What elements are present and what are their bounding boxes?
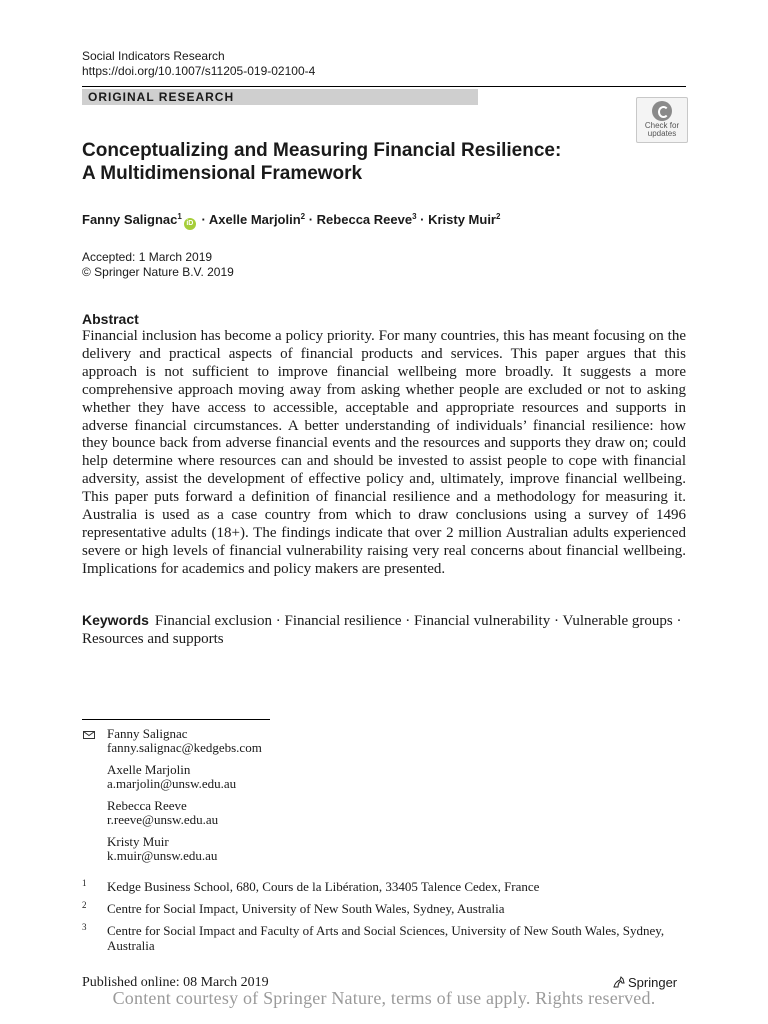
affiliation-text: Kedge Business School, 680, Cours de la Libération, 33405 Talence Cedex, France: [107, 879, 540, 894]
author-list: [82, 208, 500, 230]
header-rule: [82, 86, 686, 87]
affiliation-number: 3: [82, 922, 87, 932]
publisher-name: Springer: [628, 975, 678, 990]
check-updates-icon: [652, 101, 672, 121]
author-separator: ·: [416, 212, 429, 227]
contact-name: Fanny Salignac: [107, 726, 188, 741]
courtesy-watermark: Content courtesy of Springer Nature, terms of use apply. Rights reserved.: [112, 988, 656, 1008]
article-title: [82, 139, 622, 185]
affiliation-number: 2: [82, 900, 87, 910]
copyright-notice: © Springer Nature B.V. 2019: [82, 265, 234, 279]
author-name[interactable]: Kristy Muir: [428, 212, 496, 227]
badge-line-1: Check for: [644, 121, 680, 130]
contact-name: Kristy Muir: [107, 834, 169, 849]
author-affil-number: 1: [177, 212, 182, 221]
keywords-text: Financial exclusion · Financial resilience · Financial vulnerability · Vulnerable groups · Resources and supports: [82, 613, 682, 647]
badge-line-2: updates: [647, 129, 677, 138]
author-separator: ·: [197, 212, 209, 227]
affiliation-text: Centre for Social Impact and Faculty of Arts and Social Sciences, University of New South Wales, Sydney, Australia: [107, 923, 665, 953]
contact-email[interactable]: a.marjolin@unsw.edu.au: [107, 776, 237, 791]
contact-email[interactable]: k.muir@unsw.edu.au: [107, 848, 218, 863]
title-line-2: A Multidimensional Framework: [82, 163, 363, 184]
contact-entry: [107, 727, 262, 755]
contact-email[interactable]: fanny.salignac@kedgebs.com: [107, 740, 262, 755]
contact-entry: [107, 763, 236, 791]
keywords-label: Keywords: [82, 612, 149, 628]
affiliation: [82, 923, 682, 953]
check-for-updates-badge[interactable]: [636, 97, 688, 143]
author-affil-number: 2: [300, 212, 306, 221]
contact-entry: [107, 799, 218, 827]
footnote-rule: [82, 719, 270, 720]
affiliation-text: Centre for Social Impact, University of New South Wales, Sydney, Australia: [107, 901, 505, 916]
journal-name: Social Indicators Research: [82, 49, 225, 63]
contact-name: Axelle Marjolin: [107, 762, 191, 777]
author-separator: ·: [305, 212, 317, 227]
abstract-heading: Abstract: [82, 311, 139, 327]
contact-entry: [107, 835, 217, 863]
affiliation: [82, 879, 682, 894]
article-dates: [82, 250, 234, 280]
section-label: ORIGINAL RESEARCH: [88, 90, 235, 104]
author-affil-number: 3: [412, 212, 417, 221]
accepted-date: Accepted: 1 March 2019: [82, 250, 213, 264]
title-line-1: Conceptualizing and Measuring Financial Resilience:: [82, 140, 562, 161]
abstract-text: Financial inclusion has become a policy priority. For many countries, this has meant focusing on the delivery and practical aspects of financial products and services. This paper argues that this approach is not sufficient to improve financial wellbeing more broadly. It suggests a more comprehensive approach moving away from asking whether people are excluded or not to asking whether they have access to accessible, acceptable and appropriate resources and supports in adverse financial circumstances. A better understanding of individuals’ financial resilience: how they bounce back from adverse financial events and the resources and supports they draw on; could help determine where resources can and should be invested to assist people to cope with financial adversity, assist the development of effective policy and, ultimately, improve financial wellbeing. This paper puts forward a definition of financial resilience and a methodology for measuring it. Australia is used as a case country from which to draw conclusions using a survey of 1496 representative adults (18+). The findings indicate that over 2 million Australian adults experienced severe or high levels of financial vulnerability raising very real concerns about financial wellbeing. Implications for academics and policy makers are presented.: [82, 328, 686, 577]
author-name[interactable]: Fanny Salignac: [82, 212, 178, 227]
section-banner: [82, 89, 478, 105]
author-name[interactable]: Rebecca Reeve: [316, 212, 413, 227]
author-affil-number: 2: [496, 212, 501, 221]
affiliation-number: 1: [82, 878, 87, 888]
springer-horse-icon: [612, 975, 626, 989]
affiliation: [82, 901, 682, 916]
doi-link[interactable]: https://doi.org/10.1007/s11205-019-02100-4: [82, 64, 316, 78]
keywords: [82, 611, 686, 648]
author-name[interactable]: Axelle Marjolin: [208, 212, 301, 227]
orcid-icon[interactable]: iD: [184, 218, 196, 230]
contact-name: Rebecca Reeve: [107, 798, 187, 813]
contact-email[interactable]: r.reeve@unsw.edu.au: [107, 812, 219, 827]
published-date: Published online: 08 March 2019: [82, 975, 269, 990]
journal-info: [82, 49, 315, 79]
mail-icon: [83, 731, 95, 739]
